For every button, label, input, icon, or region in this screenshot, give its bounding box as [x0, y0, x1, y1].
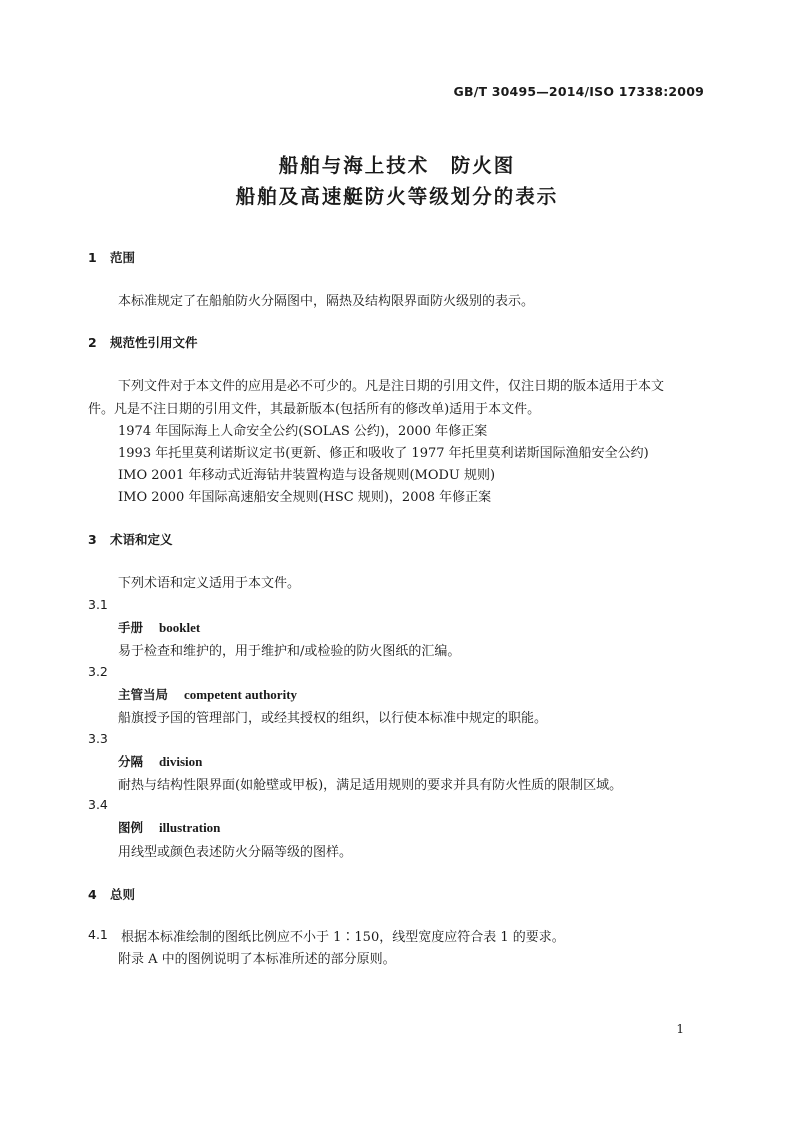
term-zh: 图例 — [118, 820, 144, 835]
reference-item: IMO 2001 年移动式近海钻井装置构造与设备规则(MODU 规则) — [118, 468, 496, 483]
term-heading — [118, 752, 202, 770]
term-heading — [118, 618, 200, 636]
standard-number: GB/T 30495—2014/ISO 17338:2009 — [453, 84, 704, 99]
reference-item: 1974 年国际海上人命安全公约(SOLAS 公约)，2000 年修正案 — [118, 424, 488, 439]
term-en: division — [159, 754, 203, 769]
term-definition: 用线型或颜色表述防火分隔等级的图样。 — [118, 845, 353, 860]
document-title-line2: 船舶及高速艇防火等级划分的表示 — [235, 185, 559, 208]
section-number: 3 — [88, 532, 97, 547]
term-zh: 分隔 — [118, 754, 144, 769]
section-number: 4 — [88, 887, 97, 902]
term-zh: 手册 — [118, 620, 144, 635]
page-number: 1 — [676, 1022, 684, 1036]
term-definition: 耐热与结构性限界面(如舱壁或甲板)，满足适用规则的要求并具有防火性质的限制区域。 — [118, 778, 623, 793]
section-title: 规范性引用文件 — [110, 335, 198, 350]
section-2-heading — [88, 333, 198, 351]
term-en: booklet — [159, 620, 201, 635]
clause-text: 根据本标准绘制的图纸比例应不小于 1∶150，线型宽度应符合表 1 的要求。 — [121, 930, 565, 945]
term-en: illustration — [159, 820, 221, 835]
term-definition: 易于检查和维护的，用于维护和/或检验的防火图纸的汇编。 — [118, 644, 461, 659]
term-en: competent authority — [184, 687, 298, 702]
reference-item: IMO 2000 年国际高速船安全规则(HSC 规则)，2008 年修正案 — [118, 490, 492, 505]
section-title: 术语和定义 — [110, 532, 173, 547]
term-zh: 主管当局 — [118, 687, 169, 702]
document-title-line1: 船舶与海上技术 防火图 — [278, 154, 516, 177]
section-1-paragraph: 本标准规定了在船舶防火分隔图中，隔热及结构限界面防火级别的表示。 — [118, 294, 535, 309]
section-4-heading — [88, 885, 135, 903]
term-number: 3.3 — [88, 731, 108, 746]
section-2-paragraph-line2: 件。凡是不注日期的引用文件，其最新版本(包括所有的修改单)适用于本文件。 — [88, 402, 541, 417]
section-2-paragraph-line1: 下列文件对于本文件的应用是必不可少的。凡是注日期的引用文件，仅注日期的版本适用于本文 — [118, 379, 665, 394]
section-number: 2 — [88, 335, 97, 350]
section-3-heading — [88, 530, 173, 548]
section-3-intro: 下列术语和定义适用于本文件。 — [118, 576, 301, 591]
term-heading — [118, 685, 297, 703]
term-number: 3.4 — [88, 797, 108, 812]
term-number: 3.1 — [88, 597, 108, 612]
section-title: 范围 — [110, 250, 136, 265]
term-heading — [118, 818, 220, 836]
clause-text-continued: 附录 A 中的图例说明了本标准所述的部分原则。 — [118, 952, 396, 967]
section-number: 1 — [88, 250, 97, 265]
reference-item: 1993 年托里莫利诺斯议定书(更新、修正和吸收了 1977 年托里莫利诺斯国际渔船安全公约) — [118, 446, 649, 461]
term-definition: 船旗授予国的管理部门，或经其授权的组织，以行使本标准中规定的职能。 — [118, 711, 548, 726]
clause-number: 4.1 — [88, 927, 108, 942]
section-1-heading — [88, 248, 135, 266]
section-title: 总则 — [110, 887, 136, 902]
term-number: 3.2 — [88, 664, 108, 679]
